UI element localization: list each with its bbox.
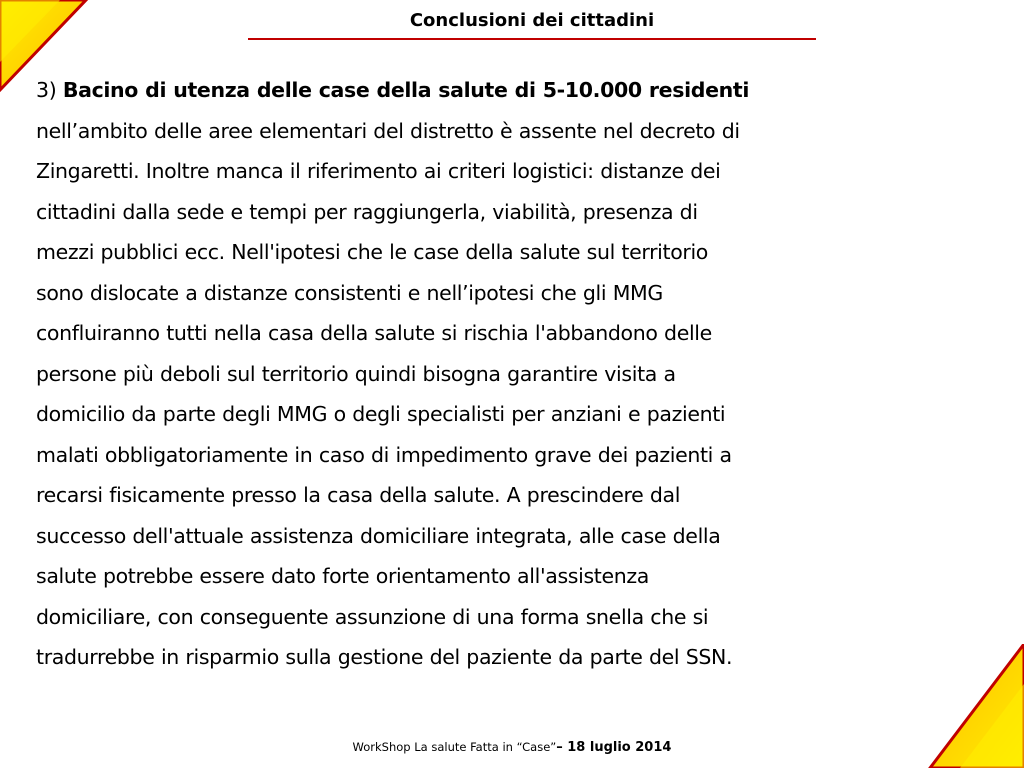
footer-date: – 18 luglio 2014: [556, 740, 672, 755]
item-heading: Bacino di utenza delle case della salute di 5-10.000 residenti: [62, 78, 749, 102]
slide-title: Conclusioni dei cittadini: [409, 10, 655, 31]
footer-event: WorkShop La salute Fatta in “Case”: [352, 740, 557, 754]
item-number: 3): [36, 78, 63, 102]
paragraph-line: domiciliare, con conseguente assunzione di una forma snella che si: [36, 604, 709, 629]
slide-footer: [0, 737, 1024, 757]
paragraph-line: sono dislocate a distanze consistenti e nell’ipotesi che gli MMG: [36, 280, 663, 305]
paragraph-line: confluiranno tutti nella casa della salute si rischia l'abbandono delle: [36, 321, 712, 345]
paragraph-line: persone più deboli sul territorio quindi bisogna garantire visita a: [36, 361, 676, 386]
paragraph-line: nell’ambito delle aree elementari del distretto è assente nel decreto di: [36, 118, 740, 143]
paragraph-line: cittadini dalla sede e tempi per raggiungerla, viabilità, presenza di: [36, 199, 698, 224]
paragraph-line: successo dell'attuale assistenza domiciliare integrata, alle case della: [36, 523, 721, 548]
heading-line: [36, 70, 1011, 111]
paragraph-line: malati obbligatoriamente in caso di impedimento grave dei pazienti a: [36, 442, 732, 467]
paragraph-line: tradurrebbe in risparmio sulla gestione del paziente da parte del SSN.: [36, 645, 733, 669]
paragraph-line: mezzi pubblici ecc. Nell'ipotesi che le case della salute sul territorio: [36, 240, 708, 264]
paragraph-line: Zingaretti. Inoltre manca il riferimento ai criteri logistici: distanze dei: [36, 159, 721, 183]
main-paragraph: [36, 70, 1011, 678]
header-underline: [248, 38, 816, 40]
paragraph-line: recarsi fisicamente presso la casa della salute. A prescindere dal: [36, 483, 681, 507]
slide-header: [248, 10, 816, 32]
paragraph-line: salute potrebbe essere dato forte orientamento all'assistenza: [36, 564, 649, 588]
paragraph-line: domicilio da parte degli MMG o degli specialisti per anziani e pazienti: [36, 402, 726, 426]
